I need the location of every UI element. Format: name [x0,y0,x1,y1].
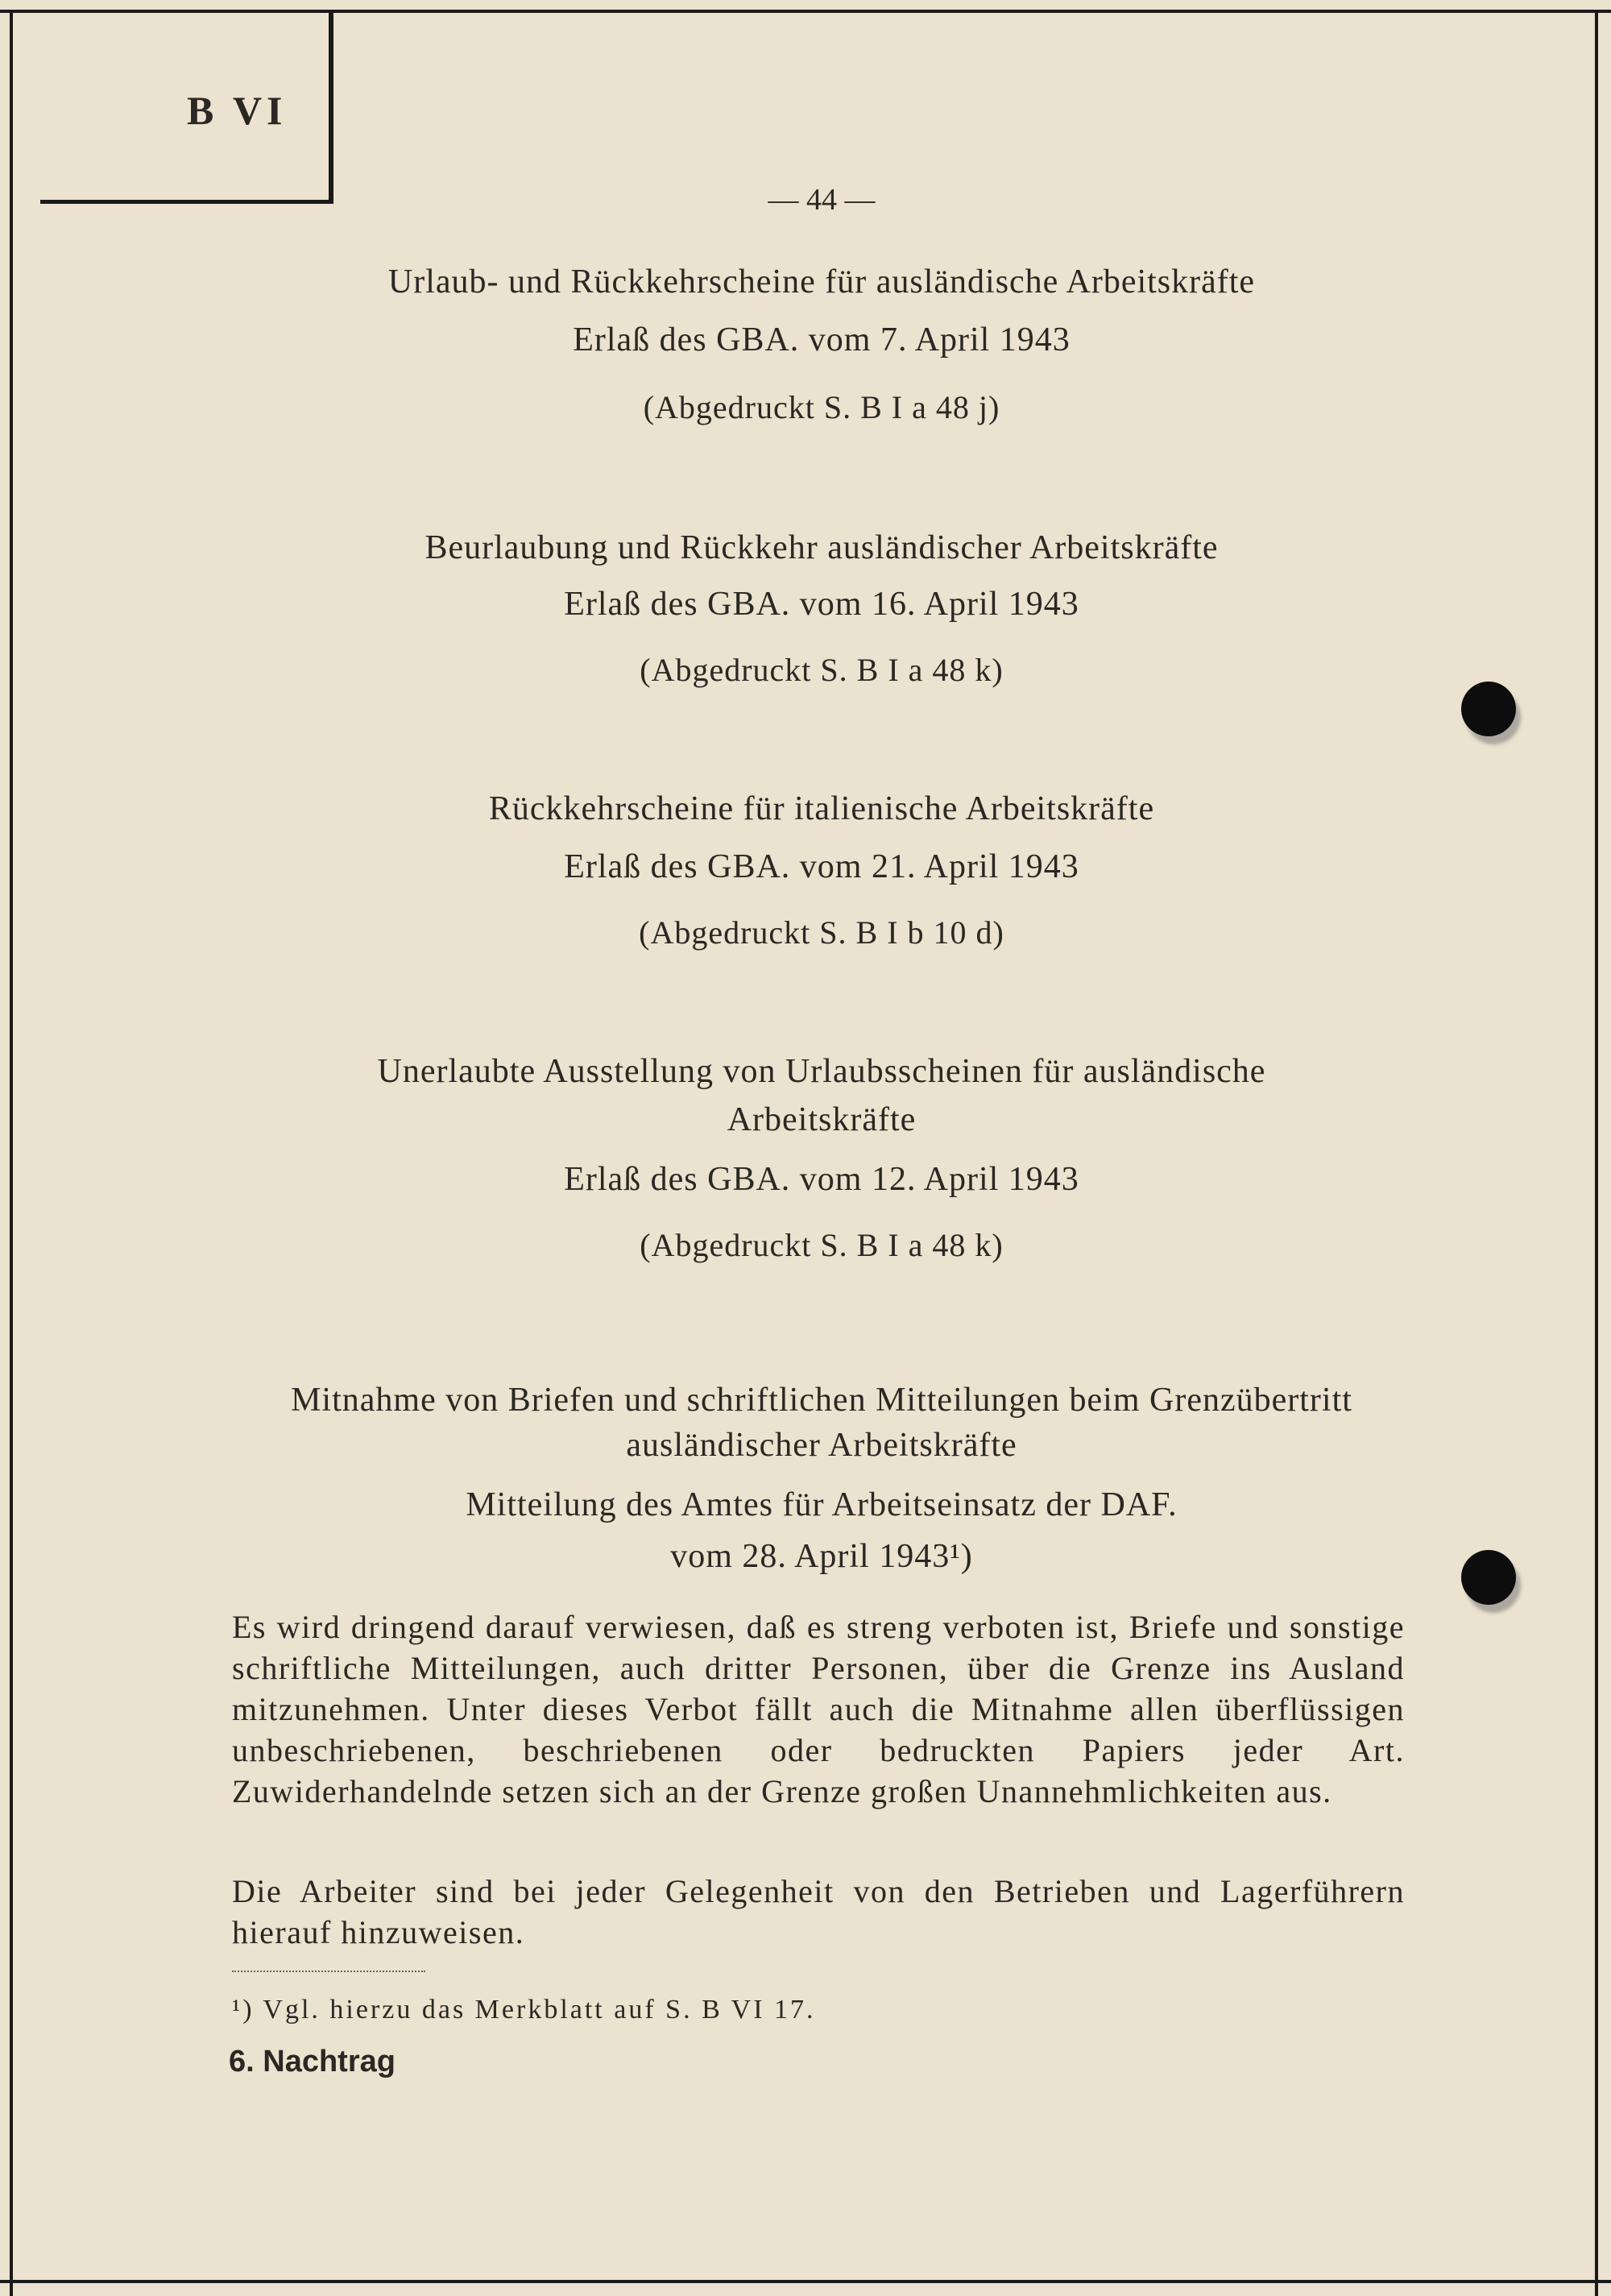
entry-1-decree: Erlaß des GBA. vom 7. April 1943 [573,321,1071,358]
entry-4-reference: (Abgedruckt S. B I a 48 k) [640,1227,1004,1263]
page-border-left [10,10,13,2296]
page-border-right [1595,10,1598,2296]
body-paragraph-2: Die Arbeiter sind bei jeder Gelegenheit von den Betrieben und Lagerführern hierauf hinzuweisen. [232,1873,1405,1950]
supplement-note: 6. Nachtrag [229,2045,396,2078]
entry-3-decree: Erlaß des GBA. vom 21. April 1943 [564,848,1079,885]
entry-2-reference: (Abgedruckt S. B I a 48 k) [640,652,1004,688]
body-paragraph-1: Es wird dringend darauf verwiesen, daß es streng verboten ist, Briefe und sonstige schriftliche Mitteilungen, auch dritter Personen, über die Grenze ins Ausland mitzunehmen. Unter dieses Verbot fällt auch die Mitnahme allen überflüssigen unbeschriebenen, beschriebenen oder bedruckten Papiers jeder Art. Zuwiderhandelnde setzen sich an der Grenze großen Unannehmlichkeiten aus. [232,1609,1405,1809]
entry-3-reference: (Abgedruckt S. B I b 10 d) [639,914,1004,951]
entry-4-title-line-2: Arbeitskräfte [727,1101,917,1138]
page-border-top [0,10,1611,13]
entry-5-title-line-2: ausländischer Arbeitskräfte [626,1427,1017,1464]
section-tab-label: B VI [187,88,288,133]
punch-hole-top [1461,682,1516,736]
entry-1-reference: (Abgedruckt S. B I a 48 j) [643,389,1000,425]
entry-2-decree: Erlaß des GBA. vom 16. April 1943 [564,586,1079,623]
section-tab-divider [329,10,333,203]
entry-5-decree: Mitteilung des Amtes für Arbeitseinsatz der DAF. [466,1486,1178,1523]
entry-5-title-line-1: Mitnahme von Briefen und schriftlichen Mitteilungen beim Grenzübertritt [291,1382,1352,1419]
entry-4-title-line-1: Unerlaubte Ausstellung von Urlaubsscheinen für ausländische [377,1053,1266,1090]
page-border-bottom [0,2280,1611,2283]
page-number: — 44 — [768,183,876,217]
footnote-separator [232,1971,425,1972]
punch-hole-bottom [1461,1550,1516,1605]
entry-5-date: vom 28. April 1943¹) [670,1538,973,1575]
entry-2-title: Beurlaubung und Rückkehr ausländischer Arbeitskräfte [424,529,1219,566]
entry-3-title: Rückkehrscheine für italienische Arbeitskräfte [488,790,1155,827]
entry-4-decree: Erlaß des GBA. vom 12. April 1943 [564,1161,1079,1198]
footnote: ¹) Vgl. hierzu das Merkblatt auf S. B VI 17. [232,1995,816,2025]
entry-1-title: Urlaub- und Rückkehrscheine für ausländische Arbeitskräfte [387,263,1256,300]
